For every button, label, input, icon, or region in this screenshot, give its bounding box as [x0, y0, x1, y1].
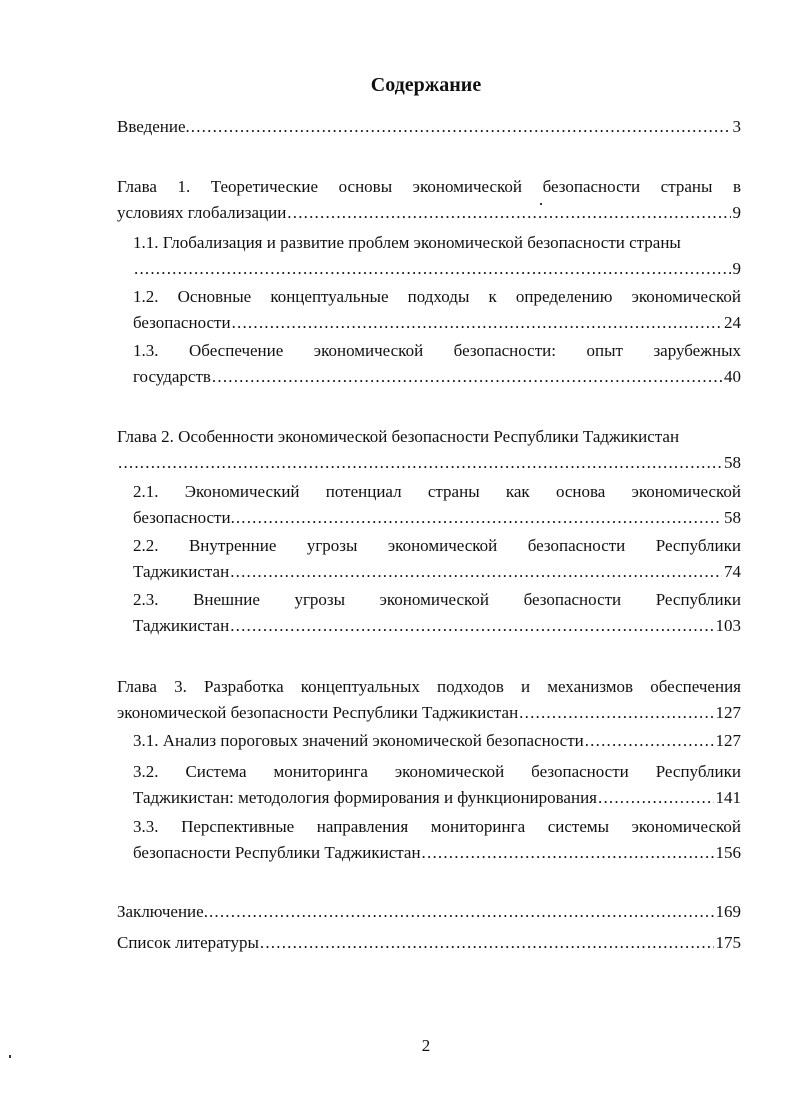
- toc-page-number: 9: [732, 203, 741, 222]
- dot-leader: [212, 364, 722, 390]
- toc-entry-text: безопасности Республики Таджикистан: [133, 843, 421, 862]
- toc-page-number: 127: [715, 703, 741, 722]
- toc-entry-text: государств: [133, 367, 211, 386]
- toc-entry-section-3-3[interactable]: [133, 814, 741, 866]
- toc-entry-line: 2.3. Внешние угрозы экономической безопасности Республики: [133, 590, 741, 609]
- toc-page-number: 40: [724, 367, 741, 386]
- page-title: Содержание: [370, 74, 482, 96]
- dot-leader: [236, 505, 722, 531]
- toc-entry-section-2-2[interactable]: [133, 533, 741, 585]
- toc-page-number: 127: [715, 731, 741, 750]
- dot-leader: [118, 450, 722, 476]
- toc-page-number: 3: [732, 117, 741, 136]
- toc-entry-section-1-1[interactable]: [133, 230, 741, 282]
- toc-page-number: 58: [724, 508, 741, 527]
- toc-entry-line: 2.1. Экономический потенциал страны как основа экономической: [133, 482, 741, 501]
- toc-entry-section-3-1[interactable]: [133, 728, 741, 754]
- dot-leader: [260, 930, 714, 956]
- toc-entry-section-3-2[interactable]: [133, 759, 741, 811]
- toc-entry-line: Глава 2. Особенности экономической безопасности Республики Таджикистан: [117, 427, 680, 446]
- toc-entry-text: безопасности: [133, 313, 231, 332]
- dot-leader: [209, 899, 714, 925]
- toc-entry-line: Глава 1. Теоретические основы экономической безопасности страны в: [117, 177, 741, 196]
- toc-page-number: 156: [715, 843, 741, 862]
- toc-entry-intro[interactable]: [117, 114, 741, 140]
- scan-speck: [540, 203, 542, 205]
- toc-entry-line: 2.2. Внутренние угрозы экономической безопасности Республики: [133, 536, 741, 555]
- toc-entry-section-1-3[interactable]: [133, 338, 741, 390]
- toc-entry-text: безопасности.: [133, 508, 235, 527]
- toc-page-number: 169: [715, 902, 741, 921]
- toc-entry-chapter-1[interactable]: [117, 174, 741, 226]
- dot-leader: [519, 700, 713, 726]
- toc-page-number: 58: [724, 453, 741, 472]
- toc-entry-conclusion[interactable]: [117, 899, 741, 925]
- toc-entry-text: условиях глобализации: [117, 203, 287, 222]
- page-number: 2: [421, 1036, 431, 1055]
- toc-entry-line: 1.2. Основные концептуальные подходы к определению экономической: [133, 287, 741, 306]
- dot-leader: [232, 310, 722, 336]
- toc-entry-text: экономической безопасности Республики Таджикистан: [117, 703, 519, 722]
- toc-entry-section-2-3[interactable]: [133, 587, 741, 639]
- toc-entry-line: 3.2. Система мониторинга экономической безопасности Республики: [133, 762, 741, 781]
- toc-entry-text: Таджикистан: [133, 616, 230, 635]
- toc-entry-line: 1.3. Обеспечение экономической безопасности: опыт зарубежных: [133, 341, 741, 360]
- toc-entry-section-1-2[interactable]: [133, 284, 741, 336]
- dot-leader: [598, 785, 714, 811]
- dot-leader: [230, 559, 722, 585]
- toc-entry-text: Таджикистан: [133, 562, 230, 581]
- toc-entry-chapter-3[interactable]: [117, 674, 741, 726]
- toc-entry-text: Таджикистан: методология формирования и функционирования: [133, 788, 597, 807]
- dot-leader: [287, 200, 730, 226]
- toc-entry-references[interactable]: [117, 930, 741, 956]
- toc-entry-section-2-1[interactable]: [133, 479, 741, 531]
- scan-speck: [9, 1055, 11, 1058]
- dot-leader: [191, 114, 731, 140]
- toc-page-number: 9: [732, 259, 741, 278]
- toc-page-number: 24: [724, 313, 741, 332]
- dot-leader: [585, 728, 714, 754]
- dot-leader: [134, 256, 731, 282]
- toc-entry-text: Список литературы: [117, 933, 259, 952]
- toc-page-number: 175: [715, 933, 741, 952]
- toc-entry-text: 3.1. Анализ пороговых значений экономической безопасности: [133, 731, 584, 750]
- toc-entry-line: 1.1. Глобализация и развитие проблем экономической безопасности страны: [133, 233, 681, 252]
- toc-entry-line: 3.3. Перспективные направления мониторинга системы экономической: [133, 817, 741, 836]
- toc-entry-line: Глава 3. Разработка концептуальных подходов и механизмов обеспечения: [117, 677, 741, 696]
- toc-page-number: 103: [715, 616, 741, 635]
- toc-entry-text: Заключение.: [117, 902, 208, 921]
- dot-leader: [422, 840, 714, 866]
- toc-entry-chapter-2[interactable]: [117, 424, 741, 476]
- toc-page-number: 141: [715, 788, 741, 807]
- toc-page-number: 74: [724, 562, 741, 581]
- dot-leader: [230, 613, 713, 639]
- toc-entry-text: Введение.: [117, 117, 190, 136]
